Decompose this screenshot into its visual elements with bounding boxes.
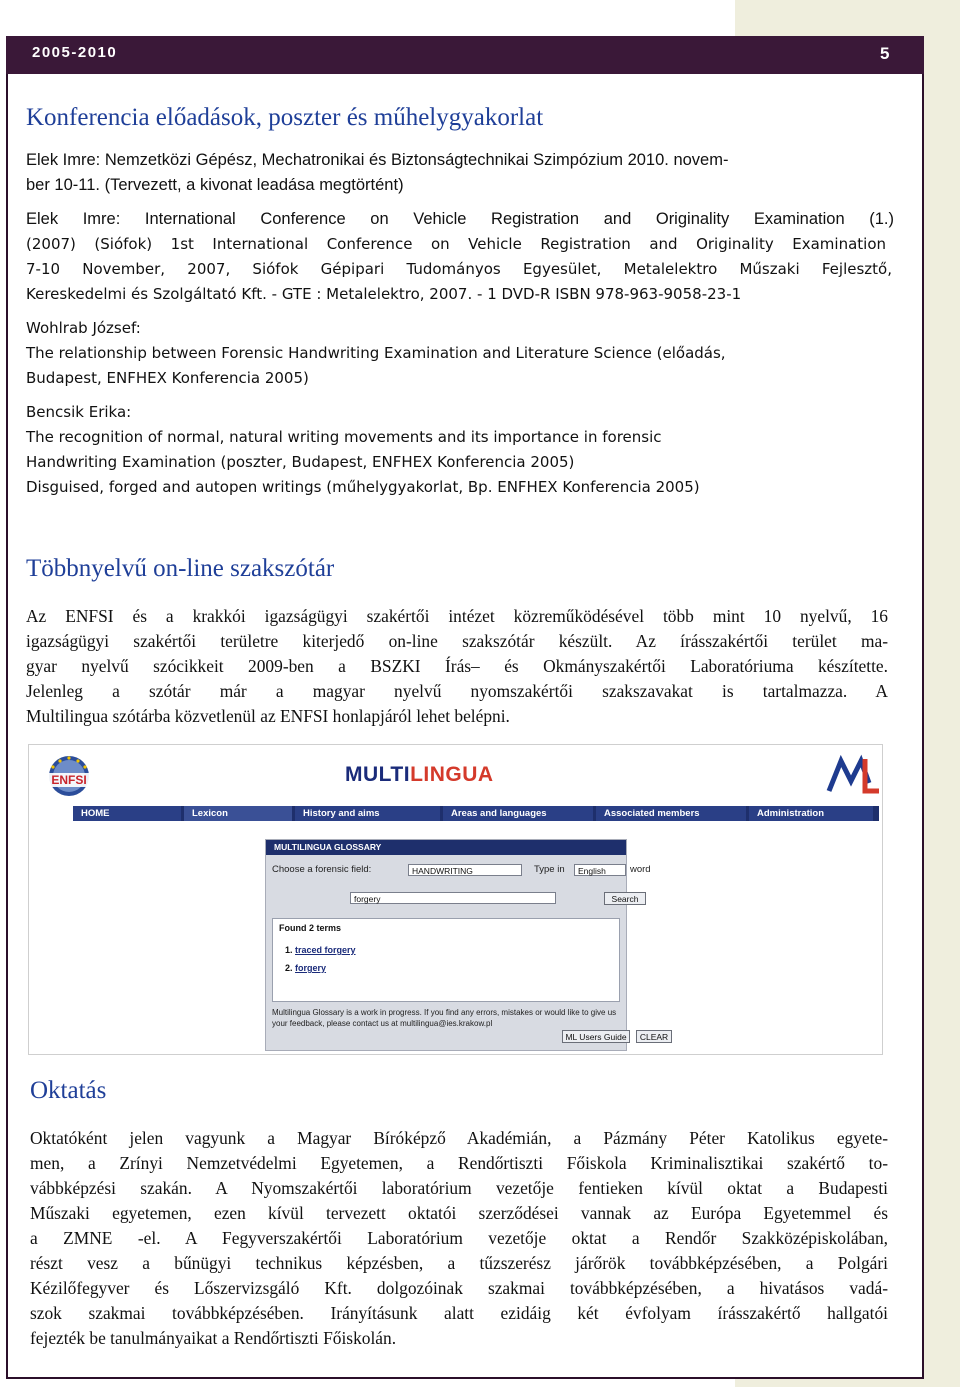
entry-elek-en-2: (2007) (Siófok) 1st International Conference on Vehicle Registration and Originality Examination (26, 235, 886, 253)
result-item-2: 2. forgery (285, 963, 327, 973)
entry-bencsik-2: Handwriting Examination (poszter, Budapest, ENFHEX Konferencia 2005) (26, 453, 575, 471)
choose-field-label: Choose a forensic field: (272, 864, 372, 875)
education-line-6: részt vesz a bűnügyi technikus képzésben, a tűzszerész járőrök továbbképzésében, a Polgári (30, 1253, 888, 1273)
result-link-1[interactable]: traced forgery (295, 945, 356, 955)
multilingua-screenshot (28, 744, 883, 1055)
entry-bencsik-name: Bencsik Erika: (26, 403, 132, 421)
nav-members[interactable]: Associated members (596, 806, 746, 821)
education-line-5: a ZMNE -el. A Fegyverszakértői Laboratórium vezetője oktat a Rendőr Szakközépiskolában, (30, 1228, 888, 1248)
education-line-1: Oktatóként jelen vagyunk a Magyar Bíróképző Akadémián, a Pázmány Péter Katolikus egyete- (30, 1128, 888, 1148)
enfsi-logo (37, 753, 101, 799)
entry-elek-hu-2: ber 10-11. (Tervezett, a kivonat leadása megtörtént) (26, 176, 404, 194)
type-in-label: Type in (534, 864, 565, 875)
nav-home[interactable]: HOME (73, 806, 181, 821)
glossary-note: Multilingua Glossary is a work in progress. If you find any errors, mistakes or would like to give us your feedback, please contact us at multilingua@ies.krakow.pl (272, 1008, 617, 1028)
entry-elek-en-4: Kereskedelmi és Szolgáltató Kft. - GTE : Metalelektro, 2007. - 1 DVD-R ISBN 978-963-9058-23-1 (26, 285, 742, 303)
multilingua-title (345, 763, 494, 787)
site-navbar (73, 806, 879, 821)
dictionary-line-4: Jelenleg a szótár már a magyar nyelvű nyomszakértői szakszavakat is tartalmazza. A (26, 681, 888, 701)
dictionary-line-3: gyar nyelvű szócikkeit 2009-ben a BSZKI Írás– és Okmányszakértői Laboratóriuma készítette. (26, 656, 888, 676)
entry-elek-hu-1: Elek Imre: Nemzetközi Gépész, Mechatronikai és Biztonságtechnikai Szimpózium 2010. novem- (26, 151, 729, 169)
nav-areas[interactable]: Areas and languages (443, 806, 593, 821)
section-title-conferences: Konferencia előadások, poszter és műhelygyakorlat (26, 104, 544, 131)
education-line-4: Műszaki egyetemen, ezen kívül tervezett oktatói szerződései vannak az Európa Egyetemmel és (30, 1203, 888, 1223)
entry-elek-en-1: Elek Imre: International Conference on Vehicle Registration and Originality Examination (1.) (26, 210, 894, 228)
word-label: word (630, 864, 651, 875)
entry-wohlrab-name: Wohlrab József: (26, 319, 141, 337)
section-title-education: Oktatás (30, 1077, 107, 1104)
search-term-input[interactable]: forgery (350, 892, 556, 904)
nav-lexicon[interactable]: Lexicon (184, 806, 292, 821)
clear-button[interactable]: CLEAR (636, 1030, 672, 1043)
entry-elek-en-3: 7-10 November, 2007, Siófok Gépipari Tudományos Egyesület, Metalelektro Műszaki Fejlesztő, (26, 260, 892, 278)
nav-administration[interactable]: Administration (749, 806, 873, 821)
section-title-dictionary: Többnyelvű on-line szakszótár (26, 555, 335, 582)
multilingua-title-b: LINGUA (410, 763, 494, 786)
field-select[interactable]: HANDWRITING (408, 864, 522, 876)
nav-history[interactable]: History and aims (295, 806, 440, 821)
entry-wohlrab-venue: Budapest, ENFHEX Konferencia 2005) (26, 369, 309, 387)
dictionary-line-2: igazságügyi szakértői területre kiterjedő on-line szakszótár készült. Az írásszakértői terület ma- (26, 631, 888, 651)
glossary-panel (265, 839, 669, 1051)
entry-bencsik-3: Disguised, forged and autopen writings (műhelygyakorlat, Bp. ENFHEX Konferencia 2005) (26, 478, 700, 496)
header-years: 2005-2010 (32, 44, 118, 61)
multilingua-title-a: MULTI (345, 763, 411, 786)
language-select[interactable]: English (574, 864, 626, 876)
results-box (272, 918, 620, 1002)
entry-bencsik-1: The recognition of normal, natural writing movements and its importance in forensic (26, 428, 662, 446)
result-link-2[interactable]: forgery (295, 963, 327, 973)
results-count: Found 2 terms (279, 923, 342, 933)
glossary-title: MULTILINGUA GLOSSARY (266, 840, 626, 855)
users-guide-button[interactable]: ML Users Guide (562, 1030, 630, 1043)
result-item-1: 1. traced forgery (285, 945, 356, 955)
education-line-7: Kézilőfegyver és Lőszervizsgáló Kft. dolgozóinak szakmai továbbképzésében, a hivatásos vadá- (30, 1278, 888, 1298)
ml-logo (825, 753, 881, 797)
education-line-3: vábbképzési szakán. A Nyomszakértői laboratórium vezetője fentieken kívül oktat a Budapesti (30, 1178, 888, 1198)
education-line-9: fejezték be tanulmányaikat a Rendőrtiszti Főiskolán. (30, 1328, 397, 1348)
dictionary-line-5: Multilingua szótárba közvetlenül az ENFSI honlapjáról lehet belépni. (26, 706, 510, 726)
search-button[interactable]: Search (604, 892, 646, 905)
dictionary-line-1: Az ENFSI és a krakkói igazságügyi szakértői intézet közreműködésével több mint 10 nyelvű, 16 (26, 606, 888, 626)
enfsi-logo-text: ENFSI (51, 773, 87, 787)
page-header-bar (6, 36, 924, 74)
education-line-2: men, a Zrínyi Nemzetvédelmi Egyetemen, a Rendőrtiszti Főiskola Kriminalisztikai szakértő to- (30, 1153, 888, 1173)
page-number: 5 (880, 44, 890, 63)
entry-wohlrab-title: The relationship between Forensic Handwriting Examination and Literature Science (előadás, (26, 344, 726, 362)
education-line-8: szok szakmai továbbképzésében. Irányításunk alatt ezidáig két évfolyam írásszakértő hallgatói (30, 1303, 888, 1323)
